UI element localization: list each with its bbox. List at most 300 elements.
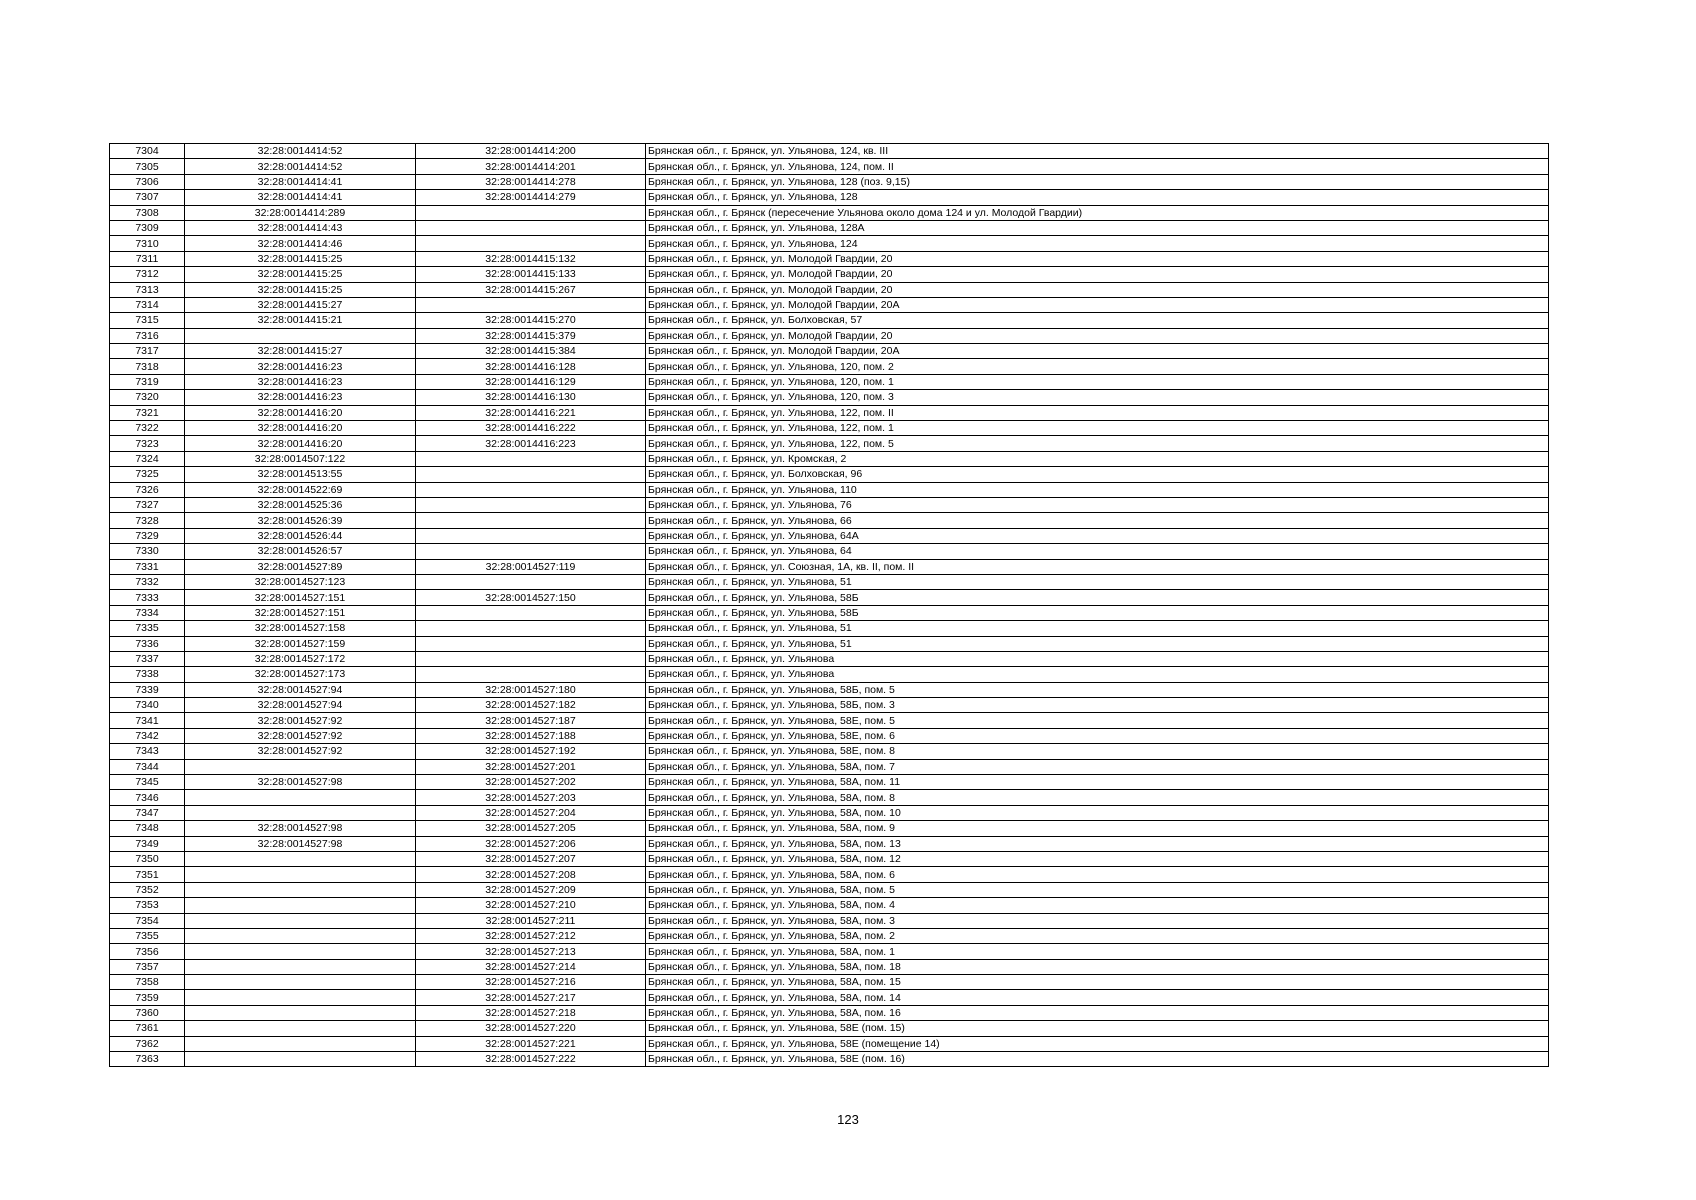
table-row bbox=[110, 621, 1549, 636]
address-cell: Брянская обл., г. Брянск, ул. Ульянова, 64 bbox=[646, 544, 1549, 559]
address-cell: Брянская обл., г. Брянск, ул. Ульянова, 58А, пом. 13 bbox=[646, 836, 1549, 851]
table-row bbox=[110, 667, 1549, 682]
table-row bbox=[110, 559, 1549, 574]
address-cell: Брянская обл., г. Брянск, ул. Молодой Гвардии, 20А bbox=[646, 297, 1549, 312]
address-cell: Брянская обл., г. Брянск, ул. Ульянова, 58А, пом. 2 bbox=[646, 928, 1549, 943]
row-number-cell: 7344 bbox=[110, 759, 185, 774]
row-number-cell: 7306 bbox=[110, 174, 185, 189]
object-cadastral-number-cell: 32:28:0014527:210 bbox=[416, 898, 646, 913]
row-number-cell: 7332 bbox=[110, 574, 185, 589]
parcel-cadastral-number-cell bbox=[185, 913, 416, 928]
table-row bbox=[110, 944, 1549, 959]
address-cell: Брянская обл., г. Брянск, ул. Ульянова, 124 bbox=[646, 236, 1549, 251]
parcel-cadastral-number-cell: 32:28:0014527:172 bbox=[185, 651, 416, 666]
object-cadastral-number-cell: 32:28:0014527:207 bbox=[416, 851, 646, 866]
address-cell: Брянская обл., г. Брянск, ул. Ульянова, 122, пом. 5 bbox=[646, 436, 1549, 451]
address-cell: Брянская обл., г. Брянск, ул. Молодой Гвардии, 20 bbox=[646, 251, 1549, 266]
address-cell: Брянская обл., г. Брянск, ул. Ульянова, 58А, пом. 18 bbox=[646, 959, 1549, 974]
table-row bbox=[110, 359, 1549, 374]
row-number-cell: 7337 bbox=[110, 651, 185, 666]
object-cadastral-number-cell bbox=[416, 236, 646, 251]
row-number-cell: 7330 bbox=[110, 544, 185, 559]
address-cell: Брянская обл., г. Брянск, ул. Молодой Гвардии, 20 bbox=[646, 328, 1549, 343]
row-number-cell: 7359 bbox=[110, 990, 185, 1005]
table-row bbox=[110, 405, 1549, 420]
row-number-cell: 7316 bbox=[110, 328, 185, 343]
address-cell: Брянская обл., г. Брянск, ул. Ульянова, 58А, пом. 14 bbox=[646, 990, 1549, 1005]
row-number-cell: 7348 bbox=[110, 821, 185, 836]
address-cell: Брянская обл., г. Брянск, ул. Ульянова, 128 (поз. 9,15) bbox=[646, 174, 1549, 189]
object-cadastral-number-cell: 32:28:0014527:182 bbox=[416, 698, 646, 713]
object-cadastral-number-cell bbox=[416, 605, 646, 620]
address-cell: Брянская обл., г. Брянск, ул. Ульянова, 58А, пом. 10 bbox=[646, 805, 1549, 820]
object-cadastral-number-cell: 32:28:0014416:222 bbox=[416, 421, 646, 436]
address-cell: Брянская обл., г. Брянск, ул. Ульянова, 58А, пом. 9 bbox=[646, 821, 1549, 836]
row-number-cell: 7352 bbox=[110, 882, 185, 897]
table-row bbox=[110, 851, 1549, 866]
table-row bbox=[110, 836, 1549, 851]
object-cadastral-number-cell bbox=[416, 528, 646, 543]
object-cadastral-number-cell bbox=[416, 574, 646, 589]
object-cadastral-number-cell: 32:28:0014527:209 bbox=[416, 882, 646, 897]
table-row bbox=[110, 190, 1549, 205]
address-cell: Брянская обл., г. Брянск, ул. Ульянова, 120, пом. 3 bbox=[646, 390, 1549, 405]
row-number-cell: 7314 bbox=[110, 297, 185, 312]
row-number-cell: 7360 bbox=[110, 1005, 185, 1020]
object-cadastral-number-cell bbox=[416, 513, 646, 528]
table-row bbox=[110, 144, 1549, 159]
address-cell: Брянская обл., г. Брянск, ул. Ульянова, 58А, пом. 3 bbox=[646, 913, 1549, 928]
parcel-cadastral-number-cell bbox=[185, 959, 416, 974]
parcel-cadastral-number-cell: 32:28:0014414:52 bbox=[185, 144, 416, 159]
parcel-cadastral-number-cell bbox=[185, 867, 416, 882]
parcel-cadastral-number-cell: 32:28:0014526:57 bbox=[185, 544, 416, 559]
table-row bbox=[110, 174, 1549, 189]
object-cadastral-number-cell: 32:28:0014527:212 bbox=[416, 928, 646, 943]
row-number-cell: 7363 bbox=[110, 1052, 185, 1067]
address-cell: Брянская обл., г. Брянск, ул. Ульянова, 58А, пом. 12 bbox=[646, 851, 1549, 866]
address-cell: Брянская обл., г. Брянск, ул. Ульянова, 58А, пом. 1 bbox=[646, 944, 1549, 959]
object-cadastral-number-cell: 32:28:0014415:379 bbox=[416, 328, 646, 343]
row-number-cell: 7358 bbox=[110, 975, 185, 990]
parcel-cadastral-number-cell: 32:28:0014527:98 bbox=[185, 836, 416, 851]
parcel-cadastral-number-cell: 32:28:0014416:23 bbox=[185, 374, 416, 389]
row-number-cell: 7336 bbox=[110, 636, 185, 651]
table-row bbox=[110, 220, 1549, 235]
row-number-cell: 7311 bbox=[110, 251, 185, 266]
parcel-cadastral-number-cell bbox=[185, 882, 416, 897]
object-cadastral-number-cell: 32:28:0014527:211 bbox=[416, 913, 646, 928]
table-row bbox=[110, 975, 1549, 990]
row-number-cell: 7353 bbox=[110, 898, 185, 913]
parcel-cadastral-number-cell: 32:28:0014527:151 bbox=[185, 590, 416, 605]
parcel-cadastral-number-cell: 32:28:0014416:23 bbox=[185, 359, 416, 374]
table-row bbox=[110, 698, 1549, 713]
table-row bbox=[110, 313, 1549, 328]
parcel-cadastral-number-cell bbox=[185, 328, 416, 343]
row-number-cell: 7341 bbox=[110, 713, 185, 728]
row-number-cell: 7362 bbox=[110, 1036, 185, 1051]
address-cell: Брянская обл., г. Брянск, ул. Ульянова, 66 bbox=[646, 513, 1549, 528]
table-row bbox=[110, 251, 1549, 266]
table-row bbox=[110, 867, 1549, 882]
cadastral-table bbox=[109, 143, 1549, 1067]
table-row bbox=[110, 605, 1549, 620]
row-number-cell: 7305 bbox=[110, 159, 185, 174]
table-row bbox=[110, 590, 1549, 605]
object-cadastral-number-cell: 32:28:0014527:216 bbox=[416, 975, 646, 990]
parcel-cadastral-number-cell: 32:28:0014415:25 bbox=[185, 282, 416, 297]
row-number-cell: 7317 bbox=[110, 344, 185, 359]
parcel-cadastral-number-cell bbox=[185, 990, 416, 1005]
address-cell: Брянская обл., г. Брянск, ул. Ульянова, 58А, пом. 8 bbox=[646, 790, 1549, 805]
table-row bbox=[110, 744, 1549, 759]
row-number-cell: 7319 bbox=[110, 374, 185, 389]
row-number-cell: 7350 bbox=[110, 851, 185, 866]
object-cadastral-number-cell: 32:28:0014527:204 bbox=[416, 805, 646, 820]
row-number-cell: 7322 bbox=[110, 421, 185, 436]
object-cadastral-number-cell bbox=[416, 451, 646, 466]
table-row bbox=[110, 344, 1549, 359]
cadastral-table-body bbox=[110, 144, 1549, 1067]
address-cell: Брянская обл., г. Брянск, ул. Болховская, 57 bbox=[646, 313, 1549, 328]
parcel-cadastral-number-cell bbox=[185, 1036, 416, 1051]
address-cell: Брянская обл., г. Брянск, ул. Ульянова, 58А, пом. 7 bbox=[646, 759, 1549, 774]
row-number-cell: 7347 bbox=[110, 805, 185, 820]
row-number-cell: 7351 bbox=[110, 867, 185, 882]
object-cadastral-number-cell bbox=[416, 220, 646, 235]
object-cadastral-number-cell: 32:28:0014414:200 bbox=[416, 144, 646, 159]
row-number-cell: 7357 bbox=[110, 959, 185, 974]
address-cell: Брянская обл., г. Брянск, ул. Болховская, 96 bbox=[646, 467, 1549, 482]
address-cell: Брянская обл., г. Брянск, ул. Ульянова, 58Б, пом. 3 bbox=[646, 698, 1549, 713]
object-cadastral-number-cell bbox=[416, 544, 646, 559]
table-row bbox=[110, 513, 1549, 528]
parcel-cadastral-number-cell: 32:28:0014525:36 bbox=[185, 497, 416, 512]
address-cell: Брянская обл., г. Брянск, ул. Ульянова, 51 bbox=[646, 636, 1549, 651]
parcel-cadastral-number-cell bbox=[185, 898, 416, 913]
address-cell: Брянская обл., г. Брянск, ул. Ульянова, 120, пом. 1 bbox=[646, 374, 1549, 389]
parcel-cadastral-number-cell: 32:28:0014415:25 bbox=[185, 251, 416, 266]
parcel-cadastral-number-cell: 32:28:0014527:94 bbox=[185, 698, 416, 713]
object-cadastral-number-cell: 32:28:0014527:119 bbox=[416, 559, 646, 574]
address-cell: Брянская обл., г. Брянск, ул. Ульянова, 58А, пом. 11 bbox=[646, 775, 1549, 790]
parcel-cadastral-number-cell: 32:28:0014527:173 bbox=[185, 667, 416, 682]
object-cadastral-number-cell: 32:28:0014527:150 bbox=[416, 590, 646, 605]
object-cadastral-number-cell: 32:28:0014527:188 bbox=[416, 728, 646, 743]
parcel-cadastral-number-cell: 32:28:0014415:25 bbox=[185, 267, 416, 282]
address-cell: Брянская обл., г. Брянск, ул. Ульянова, 58Е (пом. 16) bbox=[646, 1052, 1549, 1067]
table-row bbox=[110, 898, 1549, 913]
table-row bbox=[110, 544, 1549, 559]
object-cadastral-number-cell: 32:28:0014414:279 bbox=[416, 190, 646, 205]
parcel-cadastral-number-cell: 32:28:0014414:52 bbox=[185, 159, 416, 174]
object-cadastral-number-cell: 32:28:0014527:214 bbox=[416, 959, 646, 974]
row-number-cell: 7315 bbox=[110, 313, 185, 328]
address-cell: Брянская обл., г. Брянск, ул. Ульянова, 58Е (помещение 14) bbox=[646, 1036, 1549, 1051]
object-cadastral-number-cell: 32:28:0014527:222 bbox=[416, 1052, 646, 1067]
object-cadastral-number-cell bbox=[416, 467, 646, 482]
table-row bbox=[110, 1005, 1549, 1020]
object-cadastral-number-cell bbox=[416, 497, 646, 512]
table-row bbox=[110, 374, 1549, 389]
parcel-cadastral-number-cell: 32:28:0014527:98 bbox=[185, 821, 416, 836]
object-cadastral-number-cell: 32:28:0014416:129 bbox=[416, 374, 646, 389]
page-number: 123 bbox=[837, 1112, 859, 1127]
address-cell: Брянская обл., г. Брянск, ул. Ульянова bbox=[646, 667, 1549, 682]
table-row bbox=[110, 159, 1549, 174]
row-number-cell: 7355 bbox=[110, 928, 185, 943]
parcel-cadastral-number-cell: 32:28:0014526:44 bbox=[185, 528, 416, 543]
table-row bbox=[110, 297, 1549, 312]
object-cadastral-number-cell: 32:28:0014527:187 bbox=[416, 713, 646, 728]
row-number-cell: 7346 bbox=[110, 790, 185, 805]
address-cell: Брянская обл., г. Брянск, ул. Ульянова, 110 bbox=[646, 482, 1549, 497]
object-cadastral-number-cell: 32:28:0014416:128 bbox=[416, 359, 646, 374]
parcel-cadastral-number-cell bbox=[185, 1021, 416, 1036]
parcel-cadastral-number-cell: 32:28:0014416:20 bbox=[185, 405, 416, 420]
table-row bbox=[110, 497, 1549, 512]
parcel-cadastral-number-cell: 32:28:0014513:55 bbox=[185, 467, 416, 482]
object-cadastral-number-cell: 32:28:0014527:208 bbox=[416, 867, 646, 882]
object-cadastral-number-cell: 32:28:0014415:267 bbox=[416, 282, 646, 297]
table-row bbox=[110, 882, 1549, 897]
table-row bbox=[110, 790, 1549, 805]
table-row bbox=[110, 928, 1549, 943]
address-cell: Брянская обл., г. Брянск (пересечение Ульянова около дома 124 и ул. Молодой Гвардии) bbox=[646, 205, 1549, 220]
object-cadastral-number-cell: 32:28:0014527:206 bbox=[416, 836, 646, 851]
table-row bbox=[110, 805, 1549, 820]
parcel-cadastral-number-cell: 32:28:0014527:151 bbox=[185, 605, 416, 620]
object-cadastral-number-cell: 32:28:0014527:217 bbox=[416, 990, 646, 1005]
table-row bbox=[110, 913, 1549, 928]
parcel-cadastral-number-cell: 32:28:0014526:39 bbox=[185, 513, 416, 528]
table-row bbox=[110, 436, 1549, 451]
address-cell: Брянская обл., г. Брянск, ул. Ульянова, 58Е, пом. 6 bbox=[646, 728, 1549, 743]
table-row bbox=[110, 636, 1549, 651]
object-cadastral-number-cell: 32:28:0014527:202 bbox=[416, 775, 646, 790]
address-cell: Брянская обл., г. Брянск, ул. Ульянова, 58Б, пом. 5 bbox=[646, 682, 1549, 697]
row-number-cell: 7310 bbox=[110, 236, 185, 251]
object-cadastral-number-cell bbox=[416, 205, 646, 220]
address-cell: Брянская обл., г. Брянск, ул. Ульянова, 128 bbox=[646, 190, 1549, 205]
parcel-cadastral-number-cell: 32:28:0014416:20 bbox=[185, 436, 416, 451]
row-number-cell: 7345 bbox=[110, 775, 185, 790]
object-cadastral-number-cell bbox=[416, 482, 646, 497]
row-number-cell: 7318 bbox=[110, 359, 185, 374]
object-cadastral-number-cell: 32:28:0014414:201 bbox=[416, 159, 646, 174]
object-cadastral-number-cell: 32:28:0014415:384 bbox=[416, 344, 646, 359]
object-cadastral-number-cell: 32:28:0014527:180 bbox=[416, 682, 646, 697]
row-number-cell: 7333 bbox=[110, 590, 185, 605]
object-cadastral-number-cell: 32:28:0014527:220 bbox=[416, 1021, 646, 1036]
table-row bbox=[110, 1021, 1549, 1036]
row-number-cell: 7304 bbox=[110, 144, 185, 159]
address-cell: Брянская обл., г. Брянск, ул. Союзная, 1А, кв. II, пом. II bbox=[646, 559, 1549, 574]
row-number-cell: 7312 bbox=[110, 267, 185, 282]
address-cell: Брянская обл., г. Брянск, ул. Ульянова, 124, пом. II bbox=[646, 159, 1549, 174]
address-cell: Брянская обл., г. Брянск, ул. Ульянова bbox=[646, 651, 1549, 666]
object-cadastral-number-cell bbox=[416, 651, 646, 666]
parcel-cadastral-number-cell: 32:28:0014527:98 bbox=[185, 775, 416, 790]
row-number-cell: 7356 bbox=[110, 944, 185, 959]
row-number-cell: 7361 bbox=[110, 1021, 185, 1036]
table-row bbox=[110, 651, 1549, 666]
table-row bbox=[110, 205, 1549, 220]
row-number-cell: 7321 bbox=[110, 405, 185, 420]
table-row bbox=[110, 1036, 1549, 1051]
row-number-cell: 7307 bbox=[110, 190, 185, 205]
table-row bbox=[110, 574, 1549, 589]
object-cadastral-number-cell bbox=[416, 621, 646, 636]
parcel-cadastral-number-cell: 32:28:0014527:92 bbox=[185, 713, 416, 728]
object-cadastral-number-cell: 32:28:0014415:133 bbox=[416, 267, 646, 282]
address-cell: Брянская обл., г. Брянск, ул. Ульянова, 58Е, пом. 8 bbox=[646, 744, 1549, 759]
object-cadastral-number-cell: 32:28:0014527:192 bbox=[416, 744, 646, 759]
parcel-cadastral-number-cell: 32:28:0014415:21 bbox=[185, 313, 416, 328]
row-number-cell: 7338 bbox=[110, 667, 185, 682]
object-cadastral-number-cell: 32:28:0014527:221 bbox=[416, 1036, 646, 1051]
parcel-cadastral-number-cell: 32:28:0014414:46 bbox=[185, 236, 416, 251]
address-cell: Брянская обл., г. Брянск, ул. Ульянова, 76 bbox=[646, 497, 1549, 512]
table-row bbox=[110, 282, 1549, 297]
parcel-cadastral-number-cell bbox=[185, 928, 416, 943]
parcel-cadastral-number-cell: 32:28:0014416:20 bbox=[185, 421, 416, 436]
table-row bbox=[110, 451, 1549, 466]
address-cell: Брянская обл., г. Брянск, ул. Ульянова, 51 bbox=[646, 621, 1549, 636]
table-row bbox=[110, 528, 1549, 543]
parcel-cadastral-number-cell: 32:28:0014527:94 bbox=[185, 682, 416, 697]
table-row bbox=[110, 421, 1549, 436]
row-number-cell: 7331 bbox=[110, 559, 185, 574]
table-row bbox=[110, 821, 1549, 836]
object-cadastral-number-cell: 32:28:0014527:201 bbox=[416, 759, 646, 774]
object-cadastral-number-cell: 32:28:0014414:278 bbox=[416, 174, 646, 189]
object-cadastral-number-cell: 32:28:0014527:218 bbox=[416, 1005, 646, 1020]
table-row bbox=[110, 390, 1549, 405]
row-number-cell: 7325 bbox=[110, 467, 185, 482]
table-row bbox=[110, 236, 1549, 251]
row-number-cell: 7327 bbox=[110, 497, 185, 512]
parcel-cadastral-number-cell: 32:28:0014415:27 bbox=[185, 297, 416, 312]
address-cell: Брянская обл., г. Брянск, ул. Ульянова, 51 bbox=[646, 574, 1549, 589]
object-cadastral-number-cell: 32:28:0014416:221 bbox=[416, 405, 646, 420]
parcel-cadastral-number-cell bbox=[185, 759, 416, 774]
address-cell: Брянская обл., г. Брянск, ул. Ульянова, 58А, пом. 5 bbox=[646, 882, 1549, 897]
row-number-cell: 7329 bbox=[110, 528, 185, 543]
table-row bbox=[110, 482, 1549, 497]
parcel-cadastral-number-cell: 32:28:0014414:41 bbox=[185, 174, 416, 189]
address-cell: Брянская обл., г. Брянск, ул. Ульянова, 58Е, пом. 5 bbox=[646, 713, 1549, 728]
parcel-cadastral-number-cell: 32:28:0014507:122 bbox=[185, 451, 416, 466]
object-cadastral-number-cell bbox=[416, 636, 646, 651]
row-number-cell: 7313 bbox=[110, 282, 185, 297]
object-cadastral-number-cell bbox=[416, 667, 646, 682]
row-number-cell: 7324 bbox=[110, 451, 185, 466]
address-cell: Брянская обл., г. Брянск, ул. Ульянова, 58Б bbox=[646, 590, 1549, 605]
row-number-cell: 7335 bbox=[110, 621, 185, 636]
address-cell: Брянская обл., г. Брянск, ул. Ульянова, 122, пом. 1 bbox=[646, 421, 1549, 436]
address-cell: Брянская обл., г. Брянск, ул. Кромская, 2 bbox=[646, 451, 1549, 466]
parcel-cadastral-number-cell bbox=[185, 1005, 416, 1020]
row-number-cell: 7339 bbox=[110, 682, 185, 697]
object-cadastral-number-cell: 32:28:0014527:213 bbox=[416, 944, 646, 959]
row-number-cell: 7326 bbox=[110, 482, 185, 497]
address-cell: Брянская обл., г. Брянск, ул. Ульянова, 58А, пом. 15 bbox=[646, 975, 1549, 990]
parcel-cadastral-number-cell bbox=[185, 790, 416, 805]
parcel-cadastral-number-cell: 32:28:0014522:69 bbox=[185, 482, 416, 497]
row-number-cell: 7342 bbox=[110, 728, 185, 743]
parcel-cadastral-number-cell: 32:28:0014415:27 bbox=[185, 344, 416, 359]
parcel-cadastral-number-cell: 32:28:0014414:41 bbox=[185, 190, 416, 205]
address-cell: Брянская обл., г. Брянск, ул. Ульянова, 122, пом. II bbox=[646, 405, 1549, 420]
row-number-cell: 7323 bbox=[110, 436, 185, 451]
object-cadastral-number-cell: 32:28:0014416:223 bbox=[416, 436, 646, 451]
address-cell: Брянская обл., г. Брянск, ул. Молодой Гвардии, 20А bbox=[646, 344, 1549, 359]
address-cell: Брянская обл., г. Брянск, ул. Ульянова, 58А, пом. 4 bbox=[646, 898, 1549, 913]
parcel-cadastral-number-cell bbox=[185, 975, 416, 990]
parcel-cadastral-number-cell bbox=[185, 944, 416, 959]
row-number-cell: 7309 bbox=[110, 220, 185, 235]
table-row bbox=[110, 990, 1549, 1005]
object-cadastral-number-cell: 32:28:0014527:205 bbox=[416, 821, 646, 836]
object-cadastral-number-cell: 32:28:0014415:132 bbox=[416, 251, 646, 266]
row-number-cell: 7354 bbox=[110, 913, 185, 928]
object-cadastral-number-cell: 32:28:0014416:130 bbox=[416, 390, 646, 405]
address-cell: Брянская обл., г. Брянск, ул. Ульянова, 58А, пом. 6 bbox=[646, 867, 1549, 882]
parcel-cadastral-number-cell bbox=[185, 805, 416, 820]
row-number-cell: 7334 bbox=[110, 605, 185, 620]
row-number-cell: 7349 bbox=[110, 836, 185, 851]
parcel-cadastral-number-cell: 32:28:0014414:43 bbox=[185, 220, 416, 235]
address-cell: Брянская обл., г. Брянск, ул. Ульянова, 58А, пом. 16 bbox=[646, 1005, 1549, 1020]
parcel-cadastral-number-cell: 32:28:0014527:92 bbox=[185, 744, 416, 759]
table-row bbox=[110, 682, 1549, 697]
parcel-cadastral-number-cell: 32:28:0014414:289 bbox=[185, 205, 416, 220]
address-cell: Брянская обл., г. Брянск, ул. Ульянова, 120, пом. 2 bbox=[646, 359, 1549, 374]
row-number-cell: 7320 bbox=[110, 390, 185, 405]
address-cell: Брянская обл., г. Брянск, ул. Ульянова, 124, кв. III bbox=[646, 144, 1549, 159]
parcel-cadastral-number-cell: 32:28:0014527:159 bbox=[185, 636, 416, 651]
object-cadastral-number-cell: 32:28:0014415:270 bbox=[416, 313, 646, 328]
table-row bbox=[110, 713, 1549, 728]
table-row bbox=[110, 267, 1549, 282]
address-cell: Брянская обл., г. Брянск, ул. Ульянова, 58Е (пом. 15) bbox=[646, 1021, 1549, 1036]
table-row bbox=[110, 328, 1549, 343]
row-number-cell: 7340 bbox=[110, 698, 185, 713]
parcel-cadastral-number-cell: 32:28:0014527:158 bbox=[185, 621, 416, 636]
parcel-cadastral-number-cell: 32:28:0014527:92 bbox=[185, 728, 416, 743]
table-row bbox=[110, 959, 1549, 974]
parcel-cadastral-number-cell: 32:28:0014527:123 bbox=[185, 574, 416, 589]
parcel-cadastral-number-cell: 32:28:0014527:89 bbox=[185, 559, 416, 574]
object-cadastral-number-cell bbox=[416, 297, 646, 312]
row-number-cell: 7343 bbox=[110, 744, 185, 759]
table-row bbox=[110, 775, 1549, 790]
parcel-cadastral-number-cell: 32:28:0014416:23 bbox=[185, 390, 416, 405]
row-number-cell: 7328 bbox=[110, 513, 185, 528]
address-cell: Брянская обл., г. Брянск, ул. Ульянова, 64А bbox=[646, 528, 1549, 543]
address-cell: Брянская обл., г. Брянск, ул. Ульянова, 128А bbox=[646, 220, 1549, 235]
address-cell: Брянская обл., г. Брянск, ул. Молодой Гвардии, 20 bbox=[646, 282, 1549, 297]
row-number-cell: 7308 bbox=[110, 205, 185, 220]
address-cell: Брянская обл., г. Брянск, ул. Молодой Гвардии, 20 bbox=[646, 267, 1549, 282]
parcel-cadastral-number-cell bbox=[185, 1052, 416, 1067]
object-cadastral-number-cell: 32:28:0014527:203 bbox=[416, 790, 646, 805]
table-row bbox=[110, 759, 1549, 774]
parcel-cadastral-number-cell bbox=[185, 851, 416, 866]
table-row bbox=[110, 728, 1549, 743]
